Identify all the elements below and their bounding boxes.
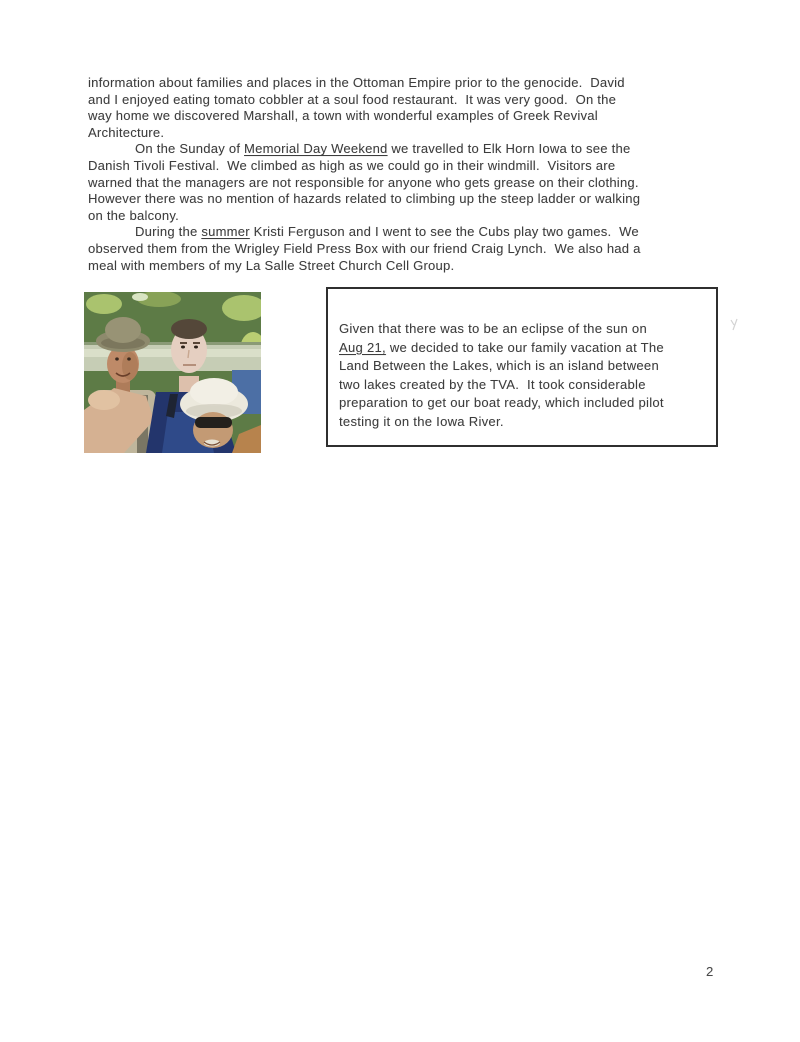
text-line: preparation to get our boat ready, which included pilot	[339, 395, 664, 411]
underlined-text: summer	[201, 224, 250, 240]
text-line: meal with members of my La Salle Street Church Cell Group.	[88, 257, 455, 273]
text-line: information about families and places in the Ottoman Empire prior to the genocide. David	[88, 75, 625, 90]
text-line: Aug 21, we decided to take our family vacation at The	[339, 339, 664, 355]
text-line: two lakes created by the TVA. It took considerable	[339, 376, 646, 392]
underlined-text: Aug 21,	[339, 339, 386, 355]
text-line: Danish Tivoli Festival. We climbed as high as we could go in their windmill. Visitors are	[88, 157, 616, 173]
body-text-top	[88, 75, 722, 274]
text-line: on the balcony.	[88, 207, 179, 223]
text-line: However there was no mention of hazards related to climbing up the steep ladder or walking	[88, 191, 641, 207]
text-line: warned that the managers are not responsible for anyone who gets grease on their clothing.	[88, 174, 639, 190]
text-line: Land Between the Lakes, which is an island between	[339, 358, 659, 374]
text-line: On the Sunday of Memorial Day Weekend we travelled to Elk Horn Iowa to see the	[135, 141, 631, 157]
text-line: Architecture.	[88, 124, 165, 140]
page-number: 2	[706, 964, 714, 979]
text-line: During the summer Kristi Ferguson and I went to see the Cubs play two games. We	[135, 224, 639, 240]
text-line: way home we discovered Marshall, a town with wonderful examples of Greek Revival	[88, 108, 598, 124]
family-selfie-photo	[84, 292, 261, 453]
text-line: and I enjoyed eating tomato cobbler at a soul food restaurant. It was very good. On the	[88, 91, 617, 107]
text-line: testing it on the Iowa River.	[339, 413, 504, 429]
eclipse-callout-box	[326, 287, 718, 447]
scan-speck-artifact	[729, 318, 739, 332]
eclipse-callout-text	[339, 320, 710, 432]
text-line: observed them from the Wrigley Field Press Box with our friend Craig Lynch. We also had a	[88, 240, 641, 256]
underlined-text: Memorial Day Weekend	[244, 141, 388, 157]
text-line: Given that there was to be an eclipse of the sun on	[339, 321, 647, 336]
